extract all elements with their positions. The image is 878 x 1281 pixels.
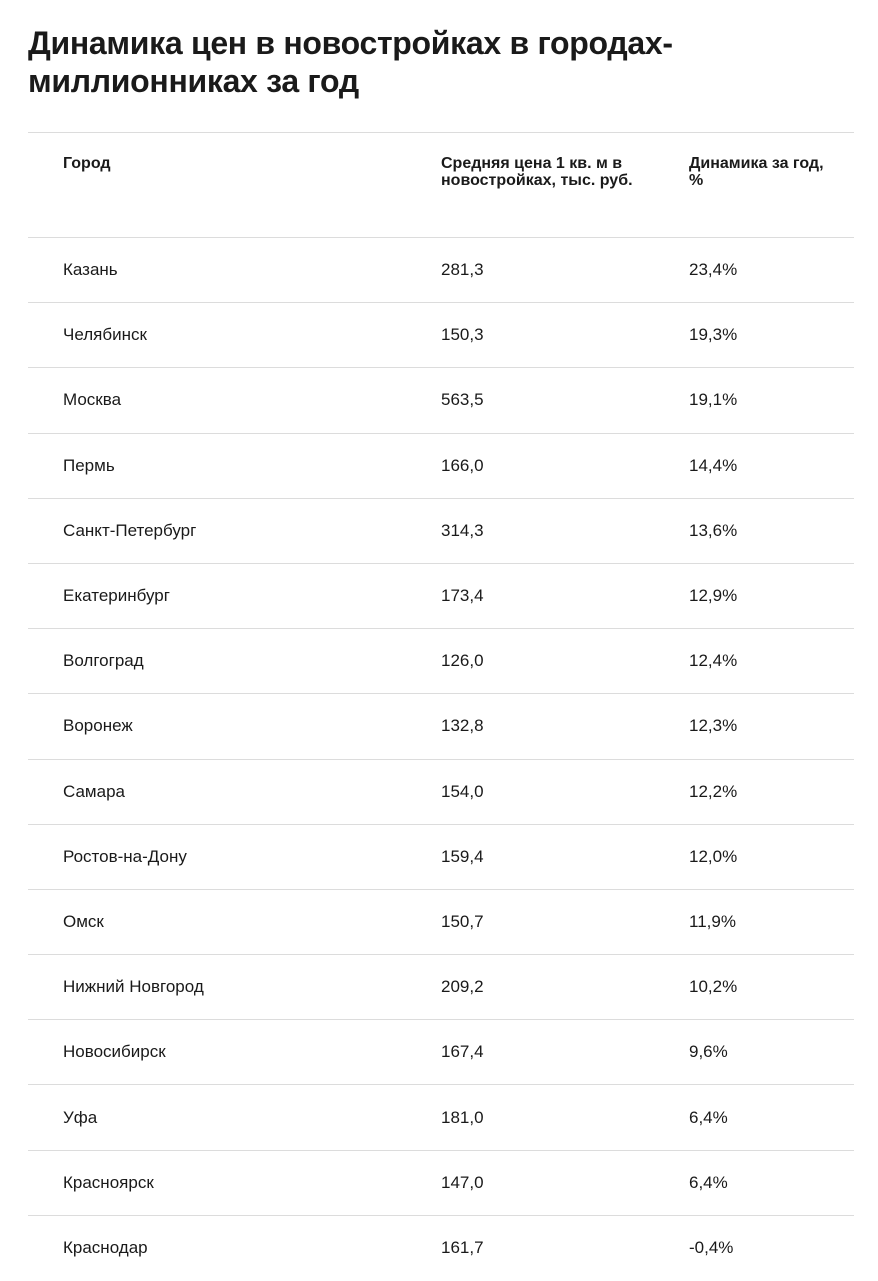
- price-cell: 281,3: [441, 260, 484, 280]
- table-row: [28, 1085, 854, 1150]
- city-cell: Челябинск: [63, 325, 147, 345]
- price-cell: 132,8: [441, 716, 484, 736]
- table-row: [28, 1020, 854, 1085]
- city-cell: Екатеринбург: [63, 586, 170, 606]
- header-city: Город: [63, 155, 111, 172]
- table-row: [28, 564, 854, 629]
- change-cell: 23,4%: [689, 260, 738, 280]
- city-cell: Новосибирск: [63, 1042, 166, 1062]
- price-cell: 166,0: [441, 455, 484, 475]
- city-cell: Нижний Новгород: [63, 977, 204, 997]
- city-cell: Омск: [63, 911, 104, 931]
- change-cell: 10,2%: [689, 977, 738, 997]
- header-price: Средняя цена 1 кв. м в новостройках, тыс. руб.: [441, 155, 633, 189]
- city-cell: Пермь: [63, 455, 115, 475]
- price-cell: 181,0: [441, 1107, 484, 1127]
- table-header-row: [28, 133, 854, 238]
- city-cell: Красноярск: [63, 1172, 154, 1192]
- table-row: [28, 694, 854, 759]
- change-cell: 9,6%: [689, 1042, 728, 1062]
- city-cell: Воронеж: [63, 716, 133, 736]
- price-cell: 209,2: [441, 977, 484, 997]
- city-cell: Волгоград: [63, 651, 144, 671]
- page-title: Динамика цен в новостройках в городах-миллионниках за год: [28, 25, 673, 99]
- change-cell: 6,4%: [689, 1107, 728, 1127]
- price-cell: 147,0: [441, 1172, 484, 1192]
- table-row: [28, 629, 854, 694]
- table-row: [28, 1151, 854, 1216]
- price-cell: 167,4: [441, 1042, 484, 1062]
- price-cell: 173,4: [441, 586, 484, 606]
- city-cell: Ростов-на-Дону: [63, 846, 187, 866]
- change-cell: -0,4%: [689, 1238, 734, 1258]
- table-row: [28, 303, 854, 368]
- change-cell: 12,4%: [689, 651, 738, 671]
- city-cell: Краснодар: [63, 1238, 148, 1258]
- price-cell: 150,3: [441, 325, 484, 345]
- table-row: [28, 825, 854, 890]
- change-cell: 6,4%: [689, 1172, 728, 1192]
- table-row: [28, 238, 854, 303]
- table-row: [28, 890, 854, 955]
- change-cell: 12,2%: [689, 781, 738, 801]
- city-cell: Уфа: [63, 1107, 98, 1127]
- price-table: [28, 132, 854, 1281]
- price-cell: 154,0: [441, 781, 484, 801]
- change-cell: 19,3%: [689, 325, 738, 345]
- city-cell: Санкт-Петербург: [63, 520, 197, 540]
- change-cell: 12,3%: [689, 716, 738, 736]
- table-row: [28, 760, 854, 825]
- header-change: Динамика за год, %: [689, 155, 824, 189]
- table-row: [28, 368, 854, 433]
- city-cell: Самара: [63, 781, 125, 801]
- price-cell: 150,7: [441, 911, 484, 931]
- change-cell: 11,9%: [689, 911, 736, 931]
- price-cell: 314,3: [441, 520, 484, 540]
- price-cell: 563,5: [441, 390, 484, 410]
- table-row: [28, 434, 854, 499]
- article-content: [28, 0, 854, 1258]
- change-cell: 14,4%: [689, 455, 738, 475]
- change-cell: 12,9%: [689, 586, 738, 606]
- price-cell: 159,4: [441, 846, 484, 866]
- change-cell: 13,6%: [689, 520, 738, 540]
- change-cell: 12,0%: [689, 846, 738, 866]
- city-cell: Казань: [63, 260, 118, 280]
- table-row: [28, 499, 854, 564]
- change-cell: 19,1%: [689, 390, 738, 410]
- city-cell: Москва: [63, 390, 122, 410]
- table-row: [28, 1216, 854, 1281]
- price-cell: 126,0: [441, 651, 484, 671]
- table-row: [28, 955, 854, 1020]
- price-cell: 161,7: [441, 1238, 484, 1258]
